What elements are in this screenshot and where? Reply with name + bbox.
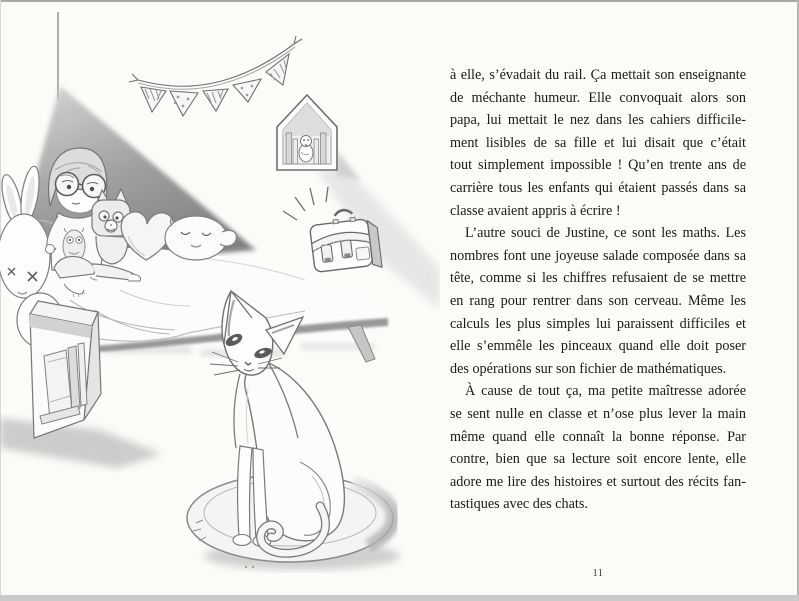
text-line: se sent nulle en classe et n’ose plus lever la main <box>450 405 746 422</box>
text-line: de méchante humeur. Elle convoquait alors son <box>450 89 746 106</box>
text-line: ment lisibles de sa fille et lui disait que c’était <box>450 134 746 151</box>
text-line: contre, bien que sa lecture soit encore lente, elle <box>450 451 746 468</box>
text-line: carrière tous les enfants qui étaient passés dans sa <box>450 179 746 196</box>
cat-chest-line <box>234 374 240 448</box>
sleeping-plush <box>165 216 236 260</box>
bag-pocket <box>356 247 370 260</box>
text-line: adore me lire des histoires et surtout des récits fan- <box>450 473 746 490</box>
text-line: L’autre souci de Justine, ce sont les maths. Les <box>465 225 746 242</box>
sparkle-rays <box>283 187 328 220</box>
garland-hook-right <box>294 36 302 44</box>
cat-front-leg <box>238 446 252 539</box>
bird-figurine <box>299 136 313 163</box>
flag-striped-2 <box>203 89 228 111</box>
flag-dotted-1 <box>170 91 198 116</box>
page-number: 11 <box>592 568 604 579</box>
bag-buckle <box>325 257 331 262</box>
cat-paw <box>233 535 251 546</box>
bag-buckle <box>344 253 350 258</box>
bunting-garland <box>129 36 302 116</box>
house-shelf <box>277 95 360 180</box>
nightstand-shadow <box>0 418 162 468</box>
garland-hook-left <box>129 74 138 82</box>
text-line: classe avaient appris à écrire ! <box>450 202 621 219</box>
text-line: À cause de tout ça, ma petite maîtresse adorée <box>465 383 746 400</box>
text-line: calculs les plus simples lui paraissent difficiles et <box>450 315 746 332</box>
text-line: des opérations sur son fichier de mathématiques. <box>450 360 727 377</box>
text-line: nombres font une joyeuse salade composée dans sa <box>450 247 746 264</box>
text-line: elle s’emmêle les pinceaux quand elle doit poser <box>450 338 746 355</box>
plush-tail <box>220 230 236 246</box>
flag-dotted-2 <box>233 79 261 102</box>
text-line: tête, comme si les chiffres refusaient de se mettre <box>450 270 746 287</box>
text-line: même quand elle connaît la bonne réponse. Par <box>450 428 746 445</box>
flag-striped-1 <box>141 87 166 112</box>
text-line: papa, lui mettait le nez dans les cahiers difficile- <box>450 112 746 129</box>
text-line: à elle, s’évadait du rail. Ça mettait son enseignante <box>450 67 746 83</box>
text-line: tastiques avec des chats. <box>450 496 588 513</box>
text-line: en rang pour rentrer dans son cerveau. Même les <box>450 292 746 309</box>
page-text <box>450 64 746 516</box>
text-line: tout simplement impossible ! Qu’en trente ans de <box>450 157 746 174</box>
